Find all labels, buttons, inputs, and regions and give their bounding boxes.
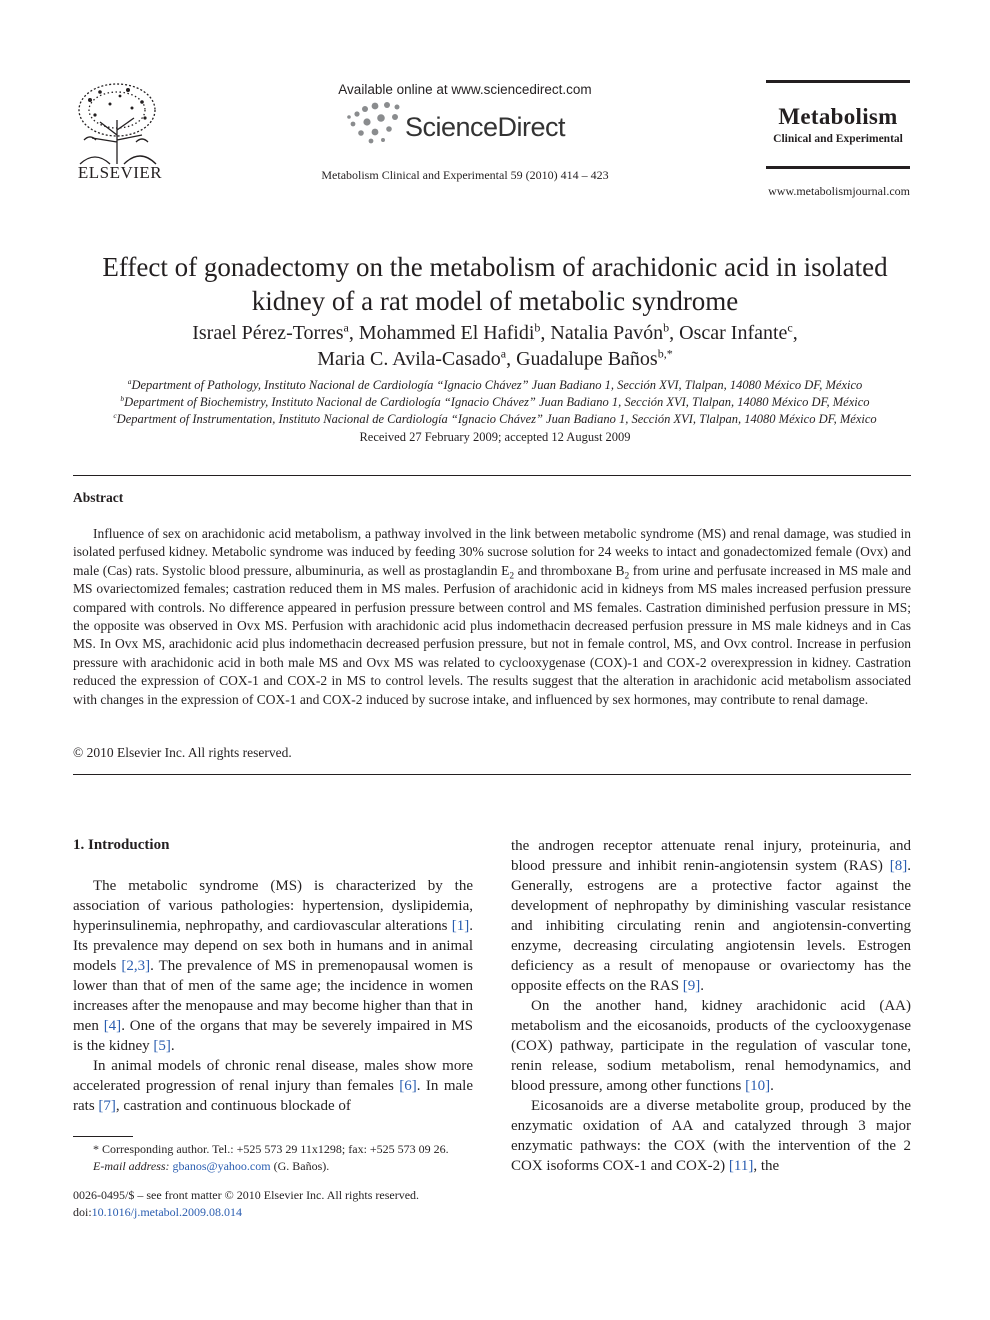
abstract-text: Influence of sex on arachidonic acid metabolism, a pathway involved in the link between metabolic syndrome (MS) and renal damage, was studied in isolated perfused kidney. Metabolic syndrome was induced by feeding 30% sucrose solution for 24 weeks to intact and gonadectomized female (Ovx) and male (Cas) rats. Systolic blood pressure, albuminuria, as well as prostaglandin E — [73, 526, 911, 578]
author-list — [60, 320, 930, 372]
abstract-top-rule — [73, 475, 911, 476]
abstract-bottom-rule — [73, 774, 911, 775]
author-affil-mark: b — [534, 320, 541, 335]
paragraph — [73, 1056, 473, 1116]
author-line — [60, 346, 930, 372]
abstract-paragraph — [73, 525, 911, 709]
title-line: kidney of a rat model of metabolic syndrome — [251, 286, 739, 316]
body-text: the androgen receptor attenuate renal injury, proteinuria, and blood pressure and inhibit renin-angiotensin system (RAS) — [511, 838, 911, 874]
subscript: 2 — [509, 571, 515, 582]
issn-line: 0026-0495/$ – see front matter © 2010 Elsevier Inc. All rights reserved. — [73, 1188, 420, 1202]
affil-mark: a — [127, 376, 132, 386]
author-affil-mark: b — [663, 320, 670, 335]
publisher-name: ELSEVIER — [77, 163, 163, 182]
journal-title: Metabolism — [778, 104, 898, 129]
citation-link[interactable]: [8] — [889, 858, 908, 874]
abstract-text: from urine and perfusate increased in MS male and MS ovariectomized females; castration reduced them in MS males. Perfusion of arachidonic acid in kidneys from MS males increased perfusion pressure compared with controls. No difference appeared in perfusion pressure between control and MS females. Castration diminished perfusion pressure in MS; the opposite was observed in Ovx MS. Perfusion with arachidonic acid plus indomethacin decreased perfusion pressure in MS male kidneys and in Cas MS. In Ovx MS, arachidonic acid plus indomethacin decreased perfusion pressure, but not in female control, MS, and Ovx control. Increase in perfusion pressure with arachidonic acid in both male MS and Ovx MS was related to cyclooxygenase (COX)-1 and COX-2 overexpression in kidney. Castration reduced the expression of COX-1 and COX-2 in MS to control levels. The results suggest that the alteration in arachidonic acid metabolism associated with changes in the expression of COX-1 and COX-2 induced by sucrose intake, and influenced by sex hormones, may contribute to renal damage. — [73, 562, 912, 707]
abstract-heading: Abstract — [73, 490, 124, 505]
affil-text: Department of Biochemistry, Instituto Nacional de Cardiología “Ignacio Chávez” Juan Badiano 1, Sección XVI, Tlalpan, 14080 México DF, México — [124, 395, 870, 409]
author-line — [60, 320, 930, 346]
body-text: . — [770, 1078, 774, 1094]
citation-link[interactable]: [9] — [682, 978, 701, 994]
citation-link[interactable]: [1] — [451, 918, 470, 934]
citation-link[interactable]: [2,3] — [121, 958, 151, 974]
affil-mark: b — [120, 393, 125, 403]
journal-subtitle: Clinical and Experimental — [773, 133, 903, 145]
body-text: . — [170, 1038, 175, 1054]
title-line: Effect of gonadectomy on the metabolism of arachidonic acid in isolated — [102, 252, 888, 282]
affil-text: Department of Instrumentation, Instituto Nacional de Cardiología “Ignacio Chávez” Juan Badiano 1, Sección XVI, Tlalpan, 14080 México DF, México — [116, 412, 877, 426]
received-dates: Received 27 February 2009; accepted 12 August 2009 — [359, 430, 631, 444]
abstract-text: and thromboxane B — [514, 562, 625, 578]
corresponding-author-note: * Corresponding author. Tel.: +525 573 29 11x1298; fax: +525 573 09 26. — [93, 1142, 449, 1156]
doi-link[interactable]: 10.1016/j.metabol.2009.08.014 — [91, 1205, 242, 1219]
body-text: . Generally, estrogens are a protective factor against the development of nephropathy by diminishing vascular resistance and inhibiting circulating renin and angiotensin-converting enzyme, decreasing circulating angiotensin levels. Estrogen deficiency as a result of menopause or ovariectomy has the opposite effects on the RAS — [511, 858, 911, 994]
citation-link[interactable]: [11] — [728, 1158, 754, 1174]
abstract-copyright: © 2010 Elsevier Inc. All rights reserved. — [73, 745, 292, 760]
article-title — [60, 250, 930, 318]
footnote-rule — [73, 1136, 133, 1137]
front-matter — [73, 1187, 493, 1221]
doi-line — [73, 1204, 493, 1221]
body-text: . — [700, 978, 705, 994]
author-affil-mark: b,* — [657, 346, 673, 361]
paragraph — [511, 996, 911, 1096]
email-suffix: (G. Baños). — [270, 1159, 330, 1173]
paragraph — [511, 1096, 911, 1176]
citation-link[interactable]: [4] — [103, 1018, 122, 1034]
affiliation — [60, 411, 930, 428]
email-label: E-mail address: — [93, 1159, 173, 1173]
sciencedirect-wordmark: ScienceDirect — [405, 112, 566, 142]
paragraph — [73, 876, 473, 1056]
available-online-text[interactable]: Available online at www.sciencedirect.com — [338, 82, 592, 97]
affiliation — [60, 377, 930, 394]
doi-label: doi: — [73, 1205, 92, 1219]
email-link[interactable]: gbanos@yahoo.com — [172, 1159, 271, 1173]
author-affil-mark: a — [500, 346, 507, 361]
journal-url[interactable]: www.metabolismjournal.com — [768, 184, 910, 198]
body-text: On the another hand, kidney arachidonic acid (AA) metabolism and the eicosanoids, products of the cyclooxygenase (COX) pathway, participate in the regulation of vascular tone, renin release, sodium metabolism, renal hemodynamics, and blood pressure, among other functions — [511, 998, 911, 1094]
affiliations — [60, 377, 930, 428]
body-text: , castration and continuous blockade of — [115, 1098, 351, 1114]
body-text: . The prevalence of MS in premenopausal women is lower than that of men of the same age; the incidence in women increases after the menopause and may become higher than that in men — [73, 958, 473, 1034]
citation-link[interactable]: [7] — [98, 1098, 116, 1114]
author-name[interactable]: Maria C. Avila-Casado — [317, 348, 501, 370]
paragraph — [511, 836, 911, 996]
author-sep: , — [669, 322, 680, 344]
author-name[interactable]: Mohammed El Hafidi — [358, 322, 535, 344]
body-text: , the — [753, 1158, 780, 1174]
citation-link[interactable]: [10] — [745, 1078, 771, 1094]
footnotes — [73, 1141, 473, 1175]
subscript: 2 — [624, 571, 630, 582]
author-name[interactable]: Oscar Infante — [679, 322, 788, 344]
email-note — [73, 1158, 473, 1175]
journal-citation: Metabolism Clinical and Experimental 59 (2010) 414 – 423 — [321, 168, 609, 182]
author-sep: , — [506, 348, 517, 370]
body-text: In animal models of chronic renal disease, males show more accelerated progression of renal injury than females — [73, 1058, 473, 1094]
citation-link[interactable]: [5] — [153, 1038, 171, 1054]
body-text: . One of the organs that may be severely impaired in MS is the kidney — [73, 1018, 474, 1054]
author-sep: , — [540, 322, 551, 344]
body-text: . In male rats — [73, 1078, 473, 1114]
journal-masthead-rule — [766, 80, 910, 83]
author-sep: , — [792, 322, 798, 344]
affil-text: Department of Pathology, Instituto Nacional de Cardiología “Ignacio Chávez” Juan Badiano 1, Sección XVI, Tlalpan, 14080 México DF, México — [131, 378, 863, 392]
journal-masthead-rule-bottom — [766, 166, 910, 169]
abstract-body — [73, 525, 911, 709]
left-column — [73, 876, 473, 1116]
body-text: . Its prevalence may depend on sex both in humans and in animal models — [73, 918, 473, 974]
body-text: The metabolic syndrome (MS) is characterized by the association of various pathologies: hypertension, dyslipidemia, hyperinsulinemia, nephropathy, and cardiovascular alterations — [73, 878, 473, 934]
body-text: Eicosanoids are a diverse metabolite group, produced by the enzymatic oxidation of AA and catalyzed through 3 major enzymatic pathways: the COX (with the intervention of the 2 COX isoforms COX-1 and COX-2) — [511, 1098, 911, 1174]
author-name[interactable]: Israel Pérez-Torres — [192, 322, 344, 344]
affiliation — [60, 394, 930, 411]
section-heading-introduction: 1. Introduction — [73, 837, 170, 853]
author-name[interactable]: Guadalupe Baños — [516, 348, 658, 370]
author-name[interactable]: Natalia Pavón — [550, 322, 664, 344]
author-affil-mark: a — [343, 320, 349, 335]
citation-link[interactable]: [6] — [399, 1078, 417, 1094]
right-column — [511, 836, 911, 1176]
author-sep: , — [348, 322, 359, 344]
affil-mark: c — [113, 410, 117, 420]
author-affil-mark: c — [787, 320, 793, 335]
